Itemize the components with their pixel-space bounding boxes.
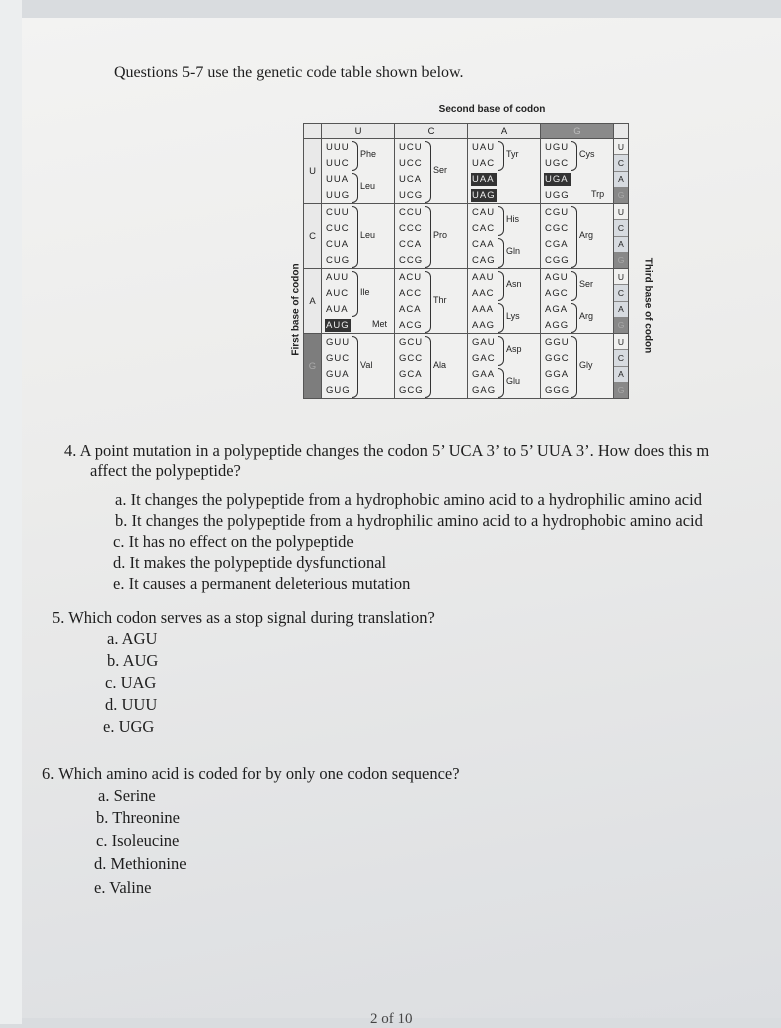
amino-acid-label: Ile <box>360 287 370 297</box>
third-base-label: A <box>614 302 628 318</box>
codon: GGC <box>545 352 570 364</box>
q5-option-b: b. AUG <box>107 651 159 670</box>
codon: GCC <box>399 352 424 364</box>
intro-text: Questions 5-7 use the genetic code table shown below. <box>114 64 464 81</box>
codon-brace <box>498 206 504 236</box>
codon: UGU <box>545 141 570 153</box>
codon: CUC <box>326 222 350 234</box>
codon: CCU <box>399 206 423 218</box>
codon-row <box>304 334 629 399</box>
codon-brace <box>498 368 504 398</box>
third-base-label: C <box>614 350 628 366</box>
q4-option-c: c. It has no effect on the polypeptide <box>113 532 354 551</box>
codon: CUG <box>326 254 351 266</box>
codon-brace <box>498 271 504 301</box>
q4-option-d: d. It makes the polypeptide dysfunctional <box>113 553 387 572</box>
codon: CCC <box>399 222 423 234</box>
codon-brace <box>425 271 431 333</box>
third-base-label: C <box>614 285 628 301</box>
first-base-title: First base of codon <box>290 263 302 356</box>
codon: UUC <box>326 157 350 169</box>
codon-brace <box>352 336 358 398</box>
codon: CGC <box>545 222 570 234</box>
codon: AAC <box>472 287 495 299</box>
codon-row <box>304 269 629 334</box>
amino-acid-label: Asp <box>506 344 522 354</box>
codon-brace <box>498 336 504 366</box>
codon-cell <box>322 204 395 269</box>
amino-acid-label: Cys <box>579 149 595 159</box>
codon-cell <box>468 269 541 334</box>
codon-brace <box>571 336 577 398</box>
amino-acid-label: Gln <box>506 246 521 256</box>
amino-acid-label: Ser <box>433 165 448 175</box>
amino-acid-label: Leu <box>360 181 376 191</box>
codon: AAA <box>472 303 495 315</box>
third-base-label: A <box>614 172 628 188</box>
codon-brace <box>498 141 504 171</box>
codon: GCG <box>399 384 424 396</box>
q6-option-c: c. Isoleucine <box>96 831 180 850</box>
question-4-line-1: 4. A point mutation in a polypeptide changes the codon 5’ UCA 3’ to 5’ UUA 3’. How does this m <box>64 441 710 460</box>
codon-cell <box>541 204 614 269</box>
amino-acid-label: Tyr <box>506 149 519 159</box>
amino-acid-label: Thr <box>433 295 447 305</box>
codon: UUU <box>326 141 350 153</box>
third-base-label: U <box>614 139 628 155</box>
third-base-label: C <box>614 155 628 171</box>
third-base-label: A <box>614 237 628 253</box>
q6-option-b: b. Threonine <box>96 808 181 827</box>
codon-row <box>304 139 629 204</box>
third-base-label: G <box>614 253 628 268</box>
codon-brace <box>352 271 358 317</box>
codon: CAG <box>472 254 496 266</box>
third-base-label: C <box>614 220 628 236</box>
q5-option-c: c. UAG <box>105 673 157 692</box>
codon-brace <box>571 271 577 301</box>
codon-brace <box>352 206 358 268</box>
codon: GAC <box>472 352 496 364</box>
codon-cell <box>541 139 614 204</box>
third-base-label: G <box>614 188 628 203</box>
codon: GCA <box>399 368 423 380</box>
codon: GUU <box>326 336 351 348</box>
amino-acid-label: Glu <box>506 376 521 386</box>
codon-cell <box>395 269 468 334</box>
codon: CGU <box>545 206 570 218</box>
codon: CUU <box>326 206 350 218</box>
codon-brace <box>425 336 431 398</box>
third-base-column <box>614 204 629 269</box>
codon-brace <box>352 141 358 171</box>
codon: UAA <box>471 173 497 186</box>
q4-option-b: b. It changes the polypeptide from a hydrophilic amino acid to a hydrophobic amino acid <box>115 511 703 530</box>
codon-cell <box>468 139 541 204</box>
question-4-line-2: affect the polypeptide? <box>90 461 241 480</box>
codon-brace <box>425 141 431 203</box>
codon: ACG <box>399 319 423 331</box>
codon-brace <box>425 206 431 268</box>
codon: CUA <box>326 238 350 250</box>
codon: AGG <box>545 319 570 331</box>
codon: CAA <box>472 238 495 250</box>
codon: GGA <box>545 368 570 380</box>
question-6-line-1: 6. Which amino acid is coded for by only one codon sequence? <box>42 764 460 783</box>
codon-brace <box>498 303 504 333</box>
amino-acid-label: Leu <box>360 230 376 240</box>
codon: UGA <box>544 173 571 186</box>
codon-cell <box>322 269 395 334</box>
codon: AGC <box>545 287 569 299</box>
codon: AAU <box>472 271 495 283</box>
codon: UUA <box>326 173 350 185</box>
codon: UAU <box>472 141 496 153</box>
codon: UAG <box>472 189 496 201</box>
codon: CCG <box>399 254 424 266</box>
codon: ACU <box>399 271 423 283</box>
codon: CGA <box>545 238 569 250</box>
codon: ACC <box>399 287 423 299</box>
codon-cell <box>322 334 395 399</box>
amino-acid-label: Ala <box>433 360 447 370</box>
codon-brace <box>571 303 577 333</box>
third-base-label: U <box>614 204 628 220</box>
q6-option-d: d. Methionine <box>94 854 187 873</box>
amino-acid-label: Lys <box>506 311 520 321</box>
col-head-c: C <box>395 124 468 139</box>
column-header-row <box>304 124 629 139</box>
codon-cell <box>395 204 468 269</box>
codon: ACA <box>399 303 422 315</box>
codon: GGU <box>545 336 570 348</box>
amino-acid-label: Phe <box>360 149 377 159</box>
second-base-title: Second base of codon <box>438 104 546 115</box>
codon: CAU <box>472 206 496 218</box>
first-base-label: U <box>304 139 322 204</box>
codon-cell <box>395 139 468 204</box>
q6-option-a: a. Serine <box>98 786 156 805</box>
third-base-column <box>614 269 629 334</box>
amino-acid-label: Asn <box>506 279 522 289</box>
codon: UGG <box>545 189 570 201</box>
amino-acid-label: Ser <box>579 279 594 289</box>
col-head-g: G <box>541 124 614 139</box>
codon: AGU <box>545 271 569 283</box>
amino-acid-label: Gly <box>579 360 593 370</box>
q5-option-e: e. UGG <box>103 717 155 736</box>
codon-row <box>304 204 629 269</box>
codon-brace <box>571 206 577 268</box>
first-base-label: G <box>304 334 322 399</box>
codon-brace <box>352 173 358 203</box>
col-head-a: A <box>468 124 541 139</box>
genetic-code-table <box>282 104 662 434</box>
q5-option-a: a. AGU <box>107 629 158 648</box>
corner-cell-right <box>614 124 629 139</box>
codon: AUG <box>326 319 350 331</box>
amino-acid-label: His <box>506 214 519 224</box>
first-base-label: C <box>304 204 322 269</box>
codon: UGC <box>545 157 570 169</box>
codon: CCA <box>399 238 423 250</box>
codon: UAC <box>472 157 496 169</box>
q4-option-e: e. It causes a permanent deleterious mutation <box>113 574 411 593</box>
codon-cell <box>541 334 614 399</box>
codon-brace <box>498 238 504 268</box>
third-base-column <box>614 139 629 204</box>
codon: UCA <box>399 173 423 185</box>
q6-option-e: e. Valine <box>94 878 152 897</box>
codon: UUG <box>326 189 351 201</box>
codon-cell <box>541 269 614 334</box>
third-base-label: G <box>614 383 628 398</box>
third-base-label: U <box>614 334 628 350</box>
codon: AUA <box>326 303 349 315</box>
third-base-label: U <box>614 269 628 285</box>
third-base-column <box>614 334 629 399</box>
amino-acid-label: Met <box>372 319 388 329</box>
codon-cell <box>468 334 541 399</box>
codon: UCC <box>399 157 423 169</box>
codon: GCU <box>399 336 424 348</box>
col-head-u: U <box>322 124 395 139</box>
codon: UCU <box>399 141 423 153</box>
codon: GUG <box>326 384 351 396</box>
amino-acid-label: Trp <box>591 189 605 199</box>
codon-brace <box>571 141 577 171</box>
third-base-title: Third base of codon <box>642 257 654 354</box>
third-base-label: G <box>614 318 628 333</box>
codon: CAC <box>472 222 496 234</box>
page-number: 2 of 10 <box>370 1011 413 1027</box>
codon: AAG <box>472 319 496 331</box>
first-base-label: A <box>304 269 322 334</box>
amino-acid-label: Pro <box>433 230 448 240</box>
codon: GUC <box>326 352 351 364</box>
codon: AUC <box>326 287 350 299</box>
q4-option-a: a. It changes the polypeptide from a hydrophobic amino acid to a hydrophilic amino acid <box>115 490 702 509</box>
amino-acid-label: Arg <box>579 230 594 240</box>
third-base-label: A <box>614 367 628 383</box>
background-edge <box>0 0 22 1024</box>
codon: GUA <box>326 368 350 380</box>
codon: AGA <box>545 303 569 315</box>
codon: GAG <box>472 384 497 396</box>
codon-grid <box>303 123 629 399</box>
codon-cell <box>322 139 395 204</box>
question-5-line-1: 5. Which codon serves as a stop signal during translation? <box>52 608 435 627</box>
codon: UCG <box>399 189 424 201</box>
codon-cell <box>395 334 468 399</box>
codon-cell <box>468 204 541 269</box>
corner-cell <box>304 124 322 139</box>
amino-acid-label: Arg <box>579 311 594 321</box>
q5-option-d: d. UUU <box>105 695 158 714</box>
codon: GAA <box>472 368 496 380</box>
codon: CGG <box>545 254 570 266</box>
codon: AUU <box>326 271 350 283</box>
codon: GGG <box>545 384 571 396</box>
codon: GAU <box>472 336 496 348</box>
amino-acid-label: Val <box>360 360 373 370</box>
